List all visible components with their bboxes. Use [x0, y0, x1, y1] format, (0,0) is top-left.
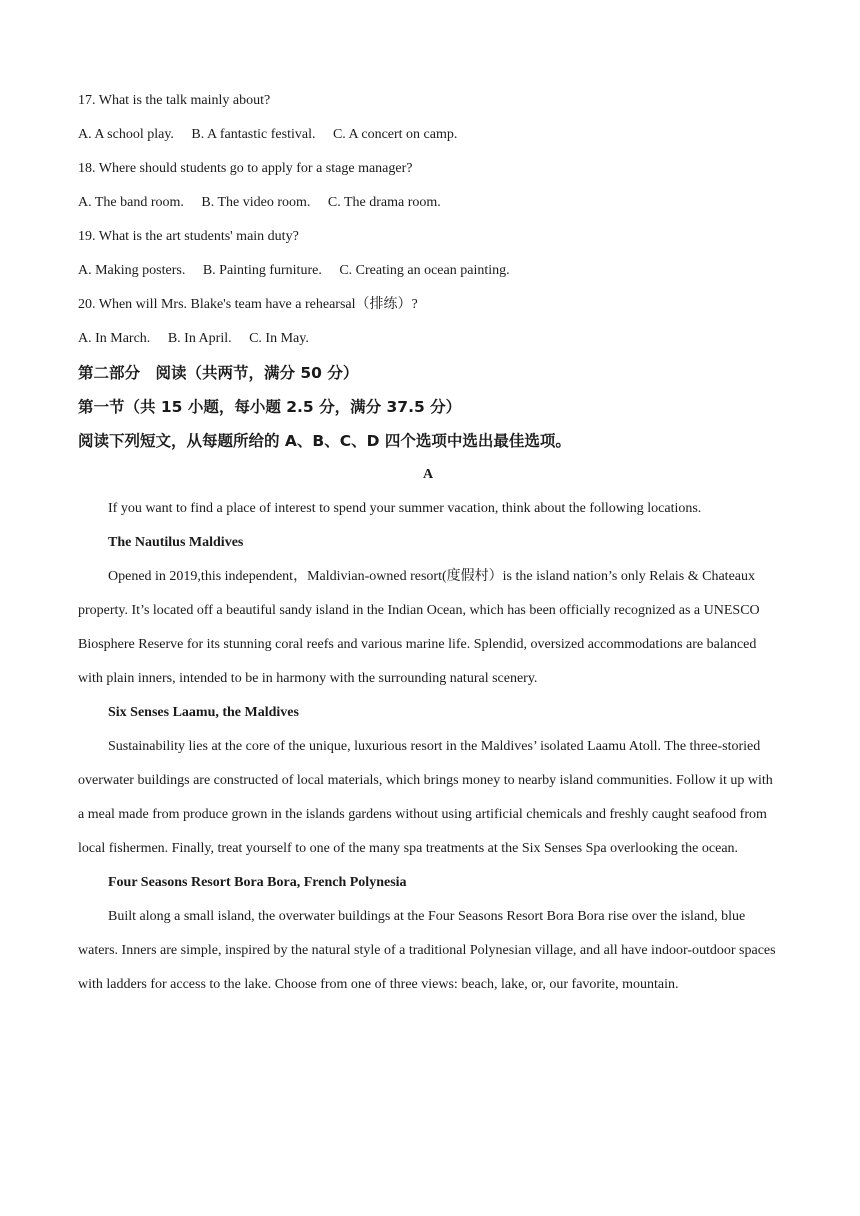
question-stem: 19. What is the art students' main duty? — [78, 229, 299, 244]
option-b: B. The video room. — [201, 195, 311, 210]
option-a: A. In March. — [78, 331, 151, 346]
question-options — [78, 254, 778, 288]
question-17 — [78, 84, 778, 152]
section-heading: The Nautilus Maldives — [108, 535, 244, 550]
passage-label: A — [422, 467, 434, 482]
question-18 — [78, 152, 778, 220]
section-text: Sustainability lies at the core of the unique, luxurious resort in the Maldives’ isolated Laamu Atoll. The three-storied overwater buildings are constructed of local materials, which brings money to nearby island communities. Follow it up with a meal made from produce grown in the islands gardens without using artificial chemicals and freshly caught seafood from local fishermen. Finally, treat yourself to one of the many spa treatments at the Six Senses Spa overlooking the ocean. — [78, 739, 773, 856]
part2-title: 第二部分 阅读（共两节，满分 50 分） — [78, 364, 359, 382]
option-c: C. In May. — [249, 331, 309, 346]
passage-intro: If you want to find a place of interest to spend your summer vacation, think about the following locations. — [108, 501, 702, 516]
option-a: A. A school play. — [78, 127, 174, 142]
option-c: C. Creating an ocean painting. — [339, 263, 510, 278]
question-stem: 18. Where should students go to apply for a stage manager? — [78, 161, 413, 176]
document-page — [78, 84, 778, 1002]
option-c: C. A concert on camp. — [332, 127, 458, 142]
question-options — [78, 118, 778, 152]
option-c: C. The drama room. — [327, 195, 441, 210]
section-heading: Four Seasons Resort Bora Bora, French Polynesia — [108, 875, 407, 890]
instruction: 阅读下列短文，从每题所给的 A、B、C、D 四个选项中选出最佳选项。 — [78, 432, 571, 450]
option-a: A. The band room. — [78, 195, 184, 210]
option-a: A. Making posters. — [78, 263, 186, 278]
section-heading: Six Senses Laamu, the Maldives — [108, 705, 299, 720]
option-b: B. A fantastic festival. — [191, 127, 316, 142]
question-20 — [78, 288, 778, 356]
section1-title: 第一节（共 15 小题，每小题 2.5 分，满分 37.5 分） — [78, 398, 462, 416]
option-b: B. In April. — [167, 331, 232, 346]
question-stem: 17. What is the talk mainly about? — [78, 93, 271, 108]
question-stem: 20. When will Mrs. Blake's team have a rehearsal（排练）? — [78, 297, 418, 312]
section-text: Opened in 2019,this independent，Maldivian-owned resort(度假村）is the island nation’s only Relais & Chateaux property. It’s located off a beautiful sandy island in the Indian Ocean, which has been officially recognized as a UNESCO Biosphere Reserve for its stunning coral reefs and various marine life. Splendid, oversized accommodations are balanced with plain inners, intended to be in harmony with the surrounding natural scenery. — [78, 569, 760, 686]
question-19 — [78, 220, 778, 288]
option-b: B. Painting furniture. — [202, 263, 322, 278]
section-text: Built along a small island, the overwater buildings at the Four Seasons Resort Bora Bora rise over the island, blue waters. Inners are simple, inspired by the natural style of a traditional Polynesian village, and all have indoor-outdoor spaces with ladders for access to the lake. Choose from one of three views: beach, lake, or, our favorite, mountain. — [78, 909, 776, 992]
question-options — [78, 186, 778, 220]
question-options — [78, 322, 778, 356]
